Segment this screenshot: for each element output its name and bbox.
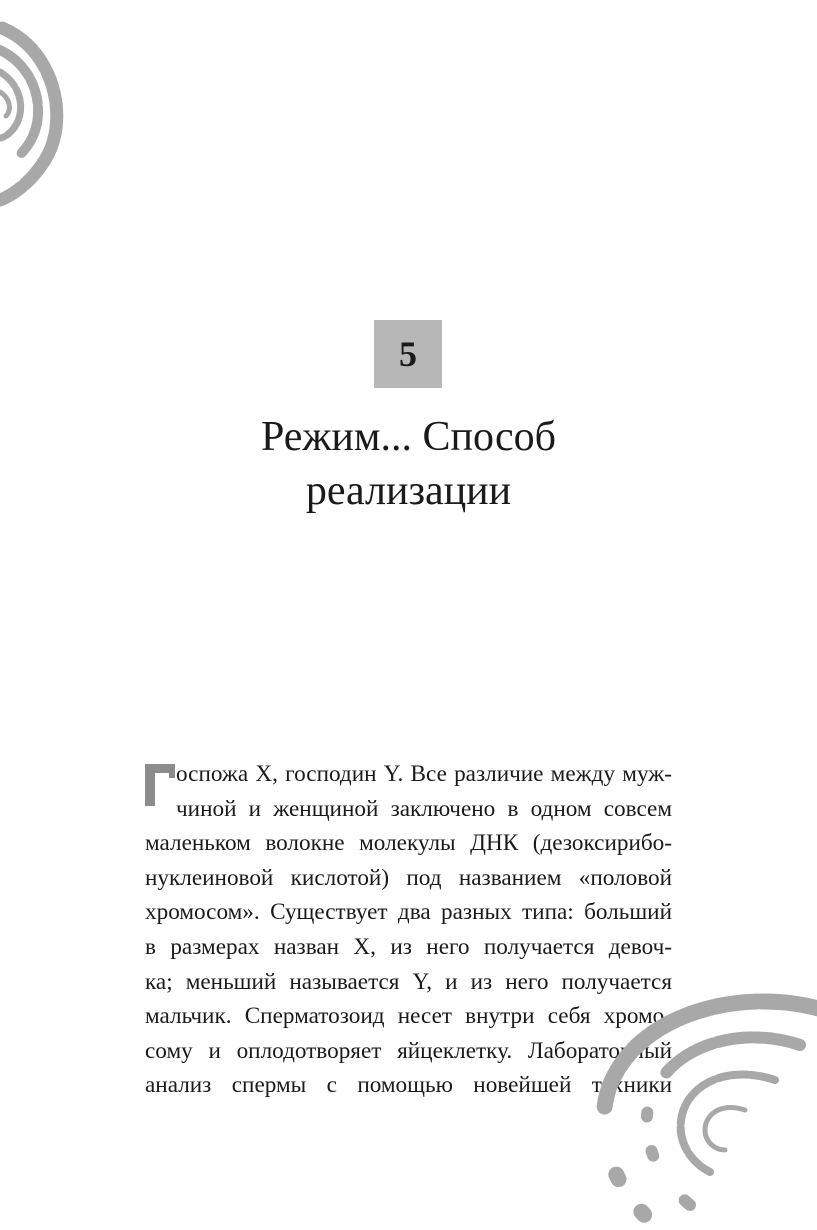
body-line: сому и оплодотворяет яйцеклетку. Лабораторный xyxy=(145,1037,672,1064)
chapter-number-badge xyxy=(374,320,442,388)
body-line: оспожа X, господин Y. Все различие между муж- xyxy=(176,761,672,787)
swirl-ornament-top xyxy=(0,10,80,210)
body-line: хромосом». Существует два разных типа: больший xyxy=(145,899,672,926)
body-line: в размерах назван X, из него получается девоч- xyxy=(145,933,672,960)
chapter-title-line-2: реализации xyxy=(305,468,512,514)
body-line: нуклеиновой кислотой) под названием «половой xyxy=(145,864,672,891)
chapter-number: 5 xyxy=(399,334,417,374)
body-line: ка; меньший называется Y, и из него получается xyxy=(145,968,672,995)
body-line: чиной и женщиной заключено в одном совсем xyxy=(176,795,672,822)
body-line: анализ спермы с помощью новейшей техники xyxy=(145,1072,672,1099)
body-line: маленьком волокне молекулы ДНК (дезоксирибо- xyxy=(145,830,672,857)
chapter-title xyxy=(0,410,817,518)
chapter-title-line-1: Режим... Способ xyxy=(260,414,557,460)
body-line: мальчик. Сперматозоид несет внутри себя хромо- xyxy=(145,1003,672,1030)
swirl-ornament-bottom xyxy=(580,990,817,1230)
